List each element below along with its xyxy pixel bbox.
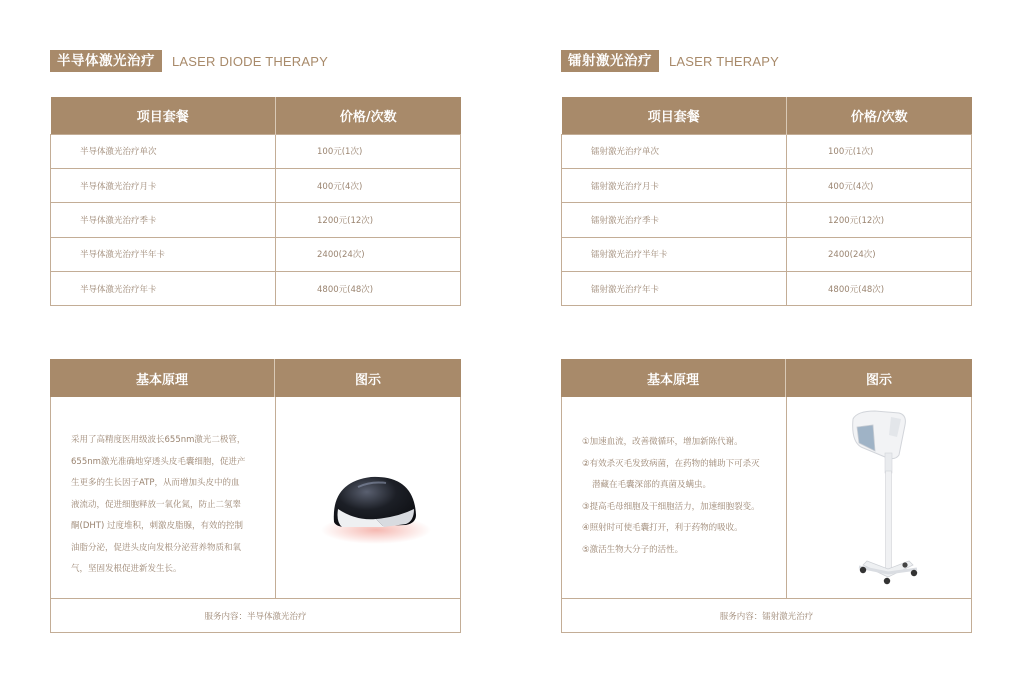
package-cell: 半导体激光治疗季卡 [51,203,276,237]
right-info-box [561,359,972,633]
table-row [51,168,461,202]
price-cell: 1200元(12次) [787,203,972,237]
description-line: 655nm激光准确地穿透头皮毛囊细胞，促进产 [71,456,246,467]
price-cell: 1200元(12次) [276,203,461,237]
info-header [561,359,972,397]
table-row [562,134,972,168]
col-header-package: 项目套餐 [562,97,787,134]
table-row [562,168,972,202]
package-cell: 镭射激光治疗半年卡 [562,237,787,271]
laser-helmet-image [276,397,461,598]
info-header [50,359,461,397]
table-row [51,237,461,271]
price-cell: 100元(1次) [276,134,461,168]
left-price-table [50,97,461,306]
benefit-item: ③提高毛母细胞及干细胞活力，加速细胞裂变。 [582,501,760,512]
benefits-list [582,432,782,561]
price-cell: 100元(1次) [787,134,972,168]
table-row [51,272,461,306]
col-header-price: 价格/次数 [276,97,461,134]
benefit-item: ④照射时可使毛囊打开，利于药物的吸收。 [582,523,743,533]
description-line: 生更多的生长因子ATP，从而增加头皮中的血 [71,478,240,488]
right-heading-cn: 镭射激光治疗 [561,50,659,72]
package-cell: 半导体激光治疗单次 [51,134,276,168]
col-header-price: 价格/次数 [787,97,972,134]
info-header-illustration: 图示 [354,372,381,388]
table-row [562,237,972,271]
benefit-item: ⑤激活生物大分子的活性。 [582,544,684,555]
right-price-table [561,97,972,306]
left-info-box [50,359,461,633]
benefit-item: ①加速血流，改善微循环，增加新陈代谢。 [582,437,743,447]
table-row [51,134,461,168]
table-row [51,203,461,237]
service-footer: 服务内容：镭射激光治疗 [719,612,814,622]
package-cell: 镭射激光治疗年卡 [562,272,787,306]
info-header-principle: 基本原理 [50,359,275,397]
package-cell: 镭射激光治疗月卡 [562,168,787,202]
price-cell: 4800元(48次) [276,272,461,306]
description-line: 油脂分泌，促进头皮向发根分泌营养物质和氧 [71,542,242,553]
col-header-package: 项目套餐 [51,97,276,134]
laser-stand-image [787,397,972,598]
table-row [562,203,972,237]
package-cell: 镭射激光治疗季卡 [562,203,787,237]
left-heading-cn: 半导体激光治疗 [50,50,162,72]
package-cell: 镭射激光治疗单次 [562,134,787,168]
description-line: 采用了高精度医用级波长655nm激光二极管， [71,435,246,445]
price-cell: 400元(4次) [787,168,972,202]
price-cell: 2400(24次) [276,237,461,271]
left-heading-en: LASER DIODE THERAPY [172,53,328,69]
package-cell: 半导体激光治疗月卡 [51,168,276,202]
price-cell: 2400(24次) [787,237,972,271]
left-heading [50,50,328,72]
package-cell: 半导体激光治疗半年卡 [51,237,276,271]
description-line: 酮(DHT) 过度堆积，刺激皮脂腺，有效的控制 [71,521,243,531]
principle-description [71,430,261,581]
info-header-principle: 基本原理 [561,359,786,397]
table-row [562,272,972,306]
benefit-item: ②有效杀灭毛发致病菌，在药物的辅助下可杀灭 [582,458,760,469]
description-line: 气，坚固发根促进新发生长。 [71,564,182,574]
description-line: 液流动，促进细胞释放一氧化氮，防止二氢睾 [71,499,242,510]
price-cell: 4800元(48次) [787,272,972,306]
info-header-illustration: 图示 [865,372,892,388]
price-cell: 400元(4次) [276,168,461,202]
service-footer: 服务内容：半导体激光治疗 [204,612,307,622]
right-heading [561,50,779,72]
right-heading-en: LASER THERAPY [669,53,780,69]
package-cell: 半导体激光治疗年卡 [51,272,276,306]
benefit-item: 潜藏在毛囊深部的真菌及螨虫。 [592,480,712,490]
